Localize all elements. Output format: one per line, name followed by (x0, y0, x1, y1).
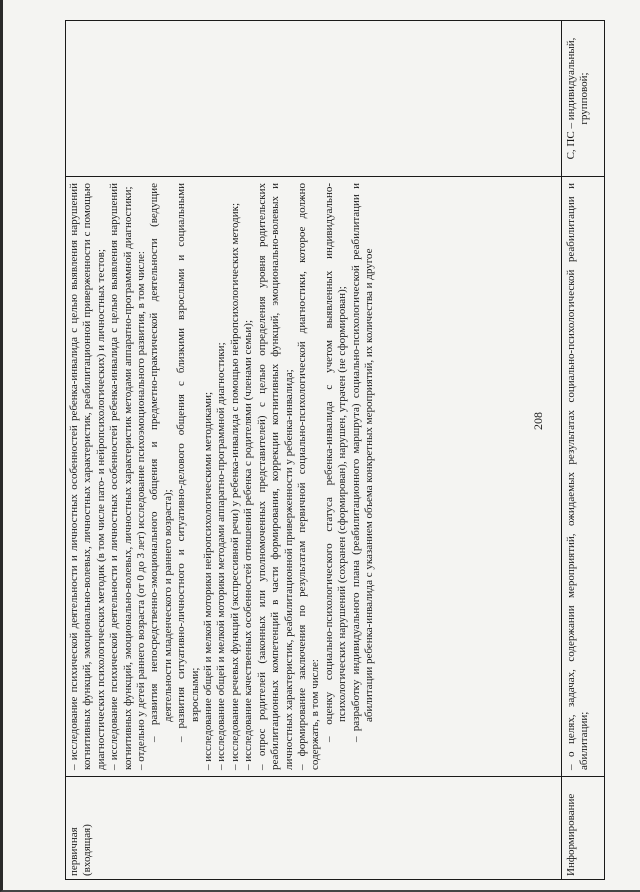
diagnostics-content-cell (65, 177, 561, 776)
informing-content-cell (562, 177, 604, 776)
list-item: – отдельно у детей раннего возраста (от 0 до 3 лет) исследование психоэмоционального развития, в том числе: (135, 251, 148, 770)
sub-list-item: – оценку социально-психологического статуса ребенка-инвалида с учетом выявленных индивидуально-психологических нарушений (сохранен (сформирован), нарушен, утрачен (не сформирован); (322, 183, 349, 742)
rehabilitation-table (65, 20, 605, 880)
list-item: – опрос родителей (законных или уполномоченных представителей) с целью определения уровня родительских реабилитационных компетенций в части формирования, коррекции когнитивных функций, эмоционально-волевых и личностных характеристик, реабилитационной приверженности у ребенка-инвалида; (255, 183, 295, 770)
informing-form-text: С, ПС – индивидуальный, групповой; (565, 37, 591, 160)
diagnostics-side-cell (65, 21, 561, 176)
table-border-bottom (604, 20, 605, 880)
list-item: – исследование общей и мелкой моторики методами аппаратно-программной диагностики; (215, 342, 228, 770)
list-item: – исследование качественных особенностей отношений ребенка с родителями (членами семьи); (242, 319, 255, 770)
informing-text: – о целях, задачах, содержании мероприятий, ожидаемых результатах социально-психологической реабилитации и абилитации; (565, 183, 591, 770)
list-item: – исследование психической деятельности и личностных особенностей ребенка-инвалида с целью выявления нарушений когнитивных функций, эмоционально-волевых, личностных характеристик методами аппаратно-программной диагностики; (108, 183, 134, 770)
sub-list-item: – развития ситуативно-личностного и ситуативно-делового общения с близкими взрослыми и социальными взрослыми; (175, 183, 201, 742)
page-number: 208 (531, 412, 545, 430)
list-item: – формирование заключения по результатам первичной социально-психологической диагностики, которое должно содержать, в том числе: (295, 183, 322, 770)
informing-label: Информирование (565, 793, 577, 876)
diagnostics-label: первичная (входящая) (68, 824, 94, 876)
informing-label-cell (562, 777, 604, 880)
list-item: – исследование психической деятельности и личностных особенностей ребенка-инвалида с целью выявления нарушений когнитивных функций, эмоционально-волевых, личностных характеристик, реабилитационной приверженности с помощью диагностических психологических методик (в том числе пато- и нейропсихологических) и личностных тестов; (68, 183, 107, 770)
sub-list-item: – разработку индивидуального плана (реабилитационного маршрута) социально-психологической реабилитации и абилитации ребенка-инвалида с указанием объема конкретных мероприятий, их количества и другое (349, 183, 375, 742)
sub-list-item: – развития непосредственно-эмоционального общения и предметно-практической деятельности (ведущие деятельности младенческого и раннего возраста); (148, 183, 174, 742)
list-item: – исследование общей и мелкой моторики нейропсихологическими методиками; (202, 391, 215, 770)
informing-side-cell (562, 21, 604, 176)
list-item: – исследование речевых функций (экспрессивной речи) у ребенка-инвалида с помощью нейропсихологических методик; (228, 202, 241, 770)
diagnostics-label-cell (65, 777, 561, 880)
